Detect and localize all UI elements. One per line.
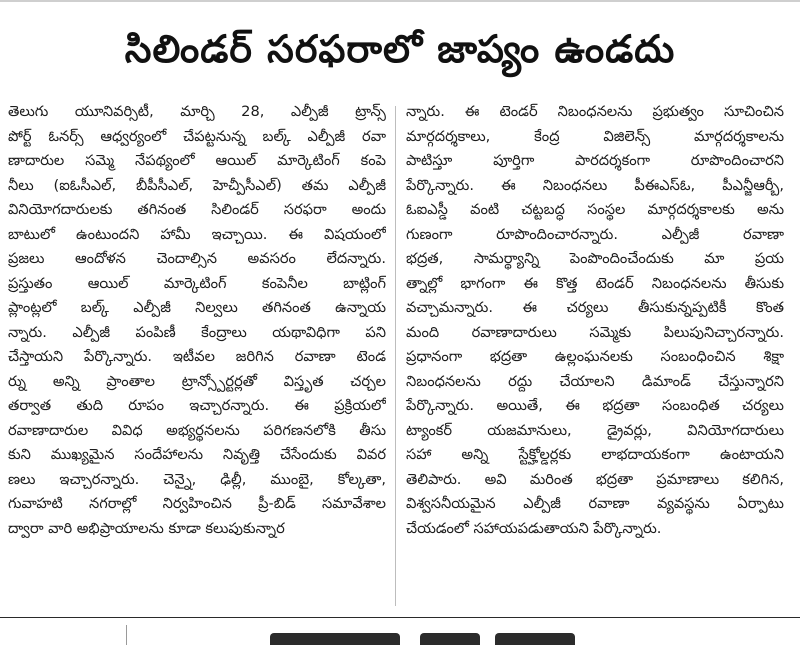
article-text-line: రవాణాదారుల వివిధ అభ్యర్థనలను పరిగణనలోకి తీసు	[8, 421, 386, 439]
article-text-line: ఓఐఎస్డీ వంటి చట్టబద్ధ సంస్థల మార్గదర్శకాలకు అను	[406, 201, 784, 218]
next-article-column-divider	[126, 625, 127, 645]
article-text-line: మార్గదర్శకాలు, కేంద్ర విజిలెన్స్ మార్గదర్శకాలను	[406, 127, 784, 145]
column-divider	[395, 106, 396, 606]
article-body	[8, 100, 788, 610]
article-text-line: ణాదారుల సమ్మె నేపథ్యంలో ఆయిల్ మార్కెటింగ్ కంపె	[8, 152, 386, 169]
article-text-line: ప్రస్తుతం ఆయిల్ మార్కెటింగ్ కంపెనీల బాట్లింగ్	[8, 274, 386, 292]
article-text-line: పేర్కొన్నారు. అయితే, ఈ భద్రతా సంబంధిత చర్యలు	[406, 397, 784, 414]
left-text-column	[8, 100, 386, 610]
article-text-line: భద్రత, సామర్థ్యాన్ని పెంపొందించేందుకు మా ప్రయ	[406, 250, 784, 267]
article-text-line: బాటులో ఉంటుందని హామీ ఇచ్చాయి. ఈ విషయంలో	[8, 225, 386, 243]
article-text-line: ప్రధానంగా భద్రతా ఉల్లంఘనలకు సంబంధించిన శిక్షా	[406, 348, 784, 365]
next-headline-fragment	[495, 633, 575, 645]
article-text-line: గువాహటి నగరాల్లో నిర్వహించిన ప్రీ-బిడ్ సమావేశాల	[8, 495, 386, 512]
right-text-column	[406, 100, 784, 610]
next-headline-fragment	[270, 633, 400, 645]
article-text-line: చేస్తాయని పేర్కొన్నారు. ఇటీవల జరిగిన రవాణా టెండ	[8, 348, 386, 365]
article-text-line: ప్లాంట్లలో బల్క్ ఎల్పీజీ నిల్వలు తగినంత ఉన్నాయ	[8, 299, 386, 316]
article-text-line: ద్వారా వారి అభిప్రాయాలను కూడా కలుపుకున్నార	[8, 519, 285, 537]
article-text-line: సహా అన్ని స్టేక్హోల్డర్లకు లాభదాయకంగా ఉంటాయని	[406, 446, 784, 463]
article-text-line: నీలు (ఐఓసీఎల్, బీపీసీఎల్, హెచ్పీసీఎల్) తమ ఎల్పీజీ	[8, 176, 386, 194]
article-text-line: తెలుగు యూనివర్సిటీ, మార్చి 28, ఎల్పీజీ ట్రాన్స్	[8, 103, 386, 120]
article-text-line: మంది రవాణాదారులు సమ్మెకు పిలుపునిచ్చారన్నారు.	[406, 323, 784, 341]
next-headline-fragment	[420, 633, 480, 645]
article-text-line: కుని ముఖ్యమైన సందేహాలను నివృత్తి చేసేందుకు వివర	[8, 446, 386, 463]
article-text-line: పాటిస్తూ పూర్తిగా పారదర్శకంగా రూపొందించారని	[406, 152, 784, 169]
article-text-line: న్నారు. ఈ టెండర్ నిబంధనలను ప్రభుత్వం సూచించిన	[406, 103, 784, 120]
article-text-line: చేయడంలో సహాయపడుతాయని పేర్కొన్నారు.	[406, 519, 662, 537]
article-text-line: న్నారు. ఎల్పీజీ పంపిణీ కేంద్రాలు యథావిధిగా పని	[8, 323, 386, 341]
article-text-line: వచ్చామన్నారు. ఈ చర్యలు తీసుకున్నప్పటికీ కొంత	[406, 299, 784, 316]
article-text-line: పోర్ట్ ఓనర్స్ ఆధ్వర్యంలో చేపట్టనున్న బల్క్ ఎల్పీజీ రవా	[8, 127, 386, 145]
article-text-line: తెలిపారు. అవి మరింత భద్రతా ప్రమాణాలు కలిగిన,	[406, 470, 784, 488]
top-border-strip	[0, 0, 800, 10]
article-text-line: ట్యాంకర్ యజమానులు, డ్రైవర్లు, వినియోగదారులు	[406, 421, 784, 439]
article-text-line: పేర్కొన్నారు. ఈ నిబంధనలు పీఈఎస్ఓ, పీఎన్జీఆర్బీ,	[406, 176, 784, 194]
article-text-line: విశ్వసనీయమైన ఎల్పీజీ రవాణా వ్యవస్థను ఏర్పాటు	[406, 495, 784, 512]
article-text-line: ర్ను అన్ని ప్రాంతాల ట్రాన్స్పోర్టర్లతో విస్తృత చర్చల	[8, 372, 386, 390]
article-text-line: ప్రజలు ఆందోళన చెందాల్సిన అవసరం లేదన్నారు.	[8, 250, 386, 267]
article-text-line: గుణంగా రూపొందించారన్నారు. ఎల్పీజీ రవాణా	[406, 225, 784, 243]
article-headline: సిలిండర్ సరఫరాలో జాప్యం ఉండదు	[124, 27, 676, 71]
article-text-line: వినియోగదారులకు తగినంత సిలిండర్ సరఫరా అందు	[8, 201, 386, 218]
article-text-line: ణలు ఇచ్చారన్నారు. చెన్నై, ఢిల్లీ, ముంబై, కోల్కతా,	[8, 470, 386, 488]
bottom-separator-rule	[0, 617, 800, 618]
article-text-line: త్నాల్లో భాగంగా ఈ కొత్త టెండర్ నిబంధనలను తీసుకు	[406, 274, 784, 292]
article-text-line: తర్వాత తుది రూపం ఇచ్చారన్నారు. ఈ ప్రక్రియలో	[8, 397, 386, 414]
article-text-line: నిబంధనలను రద్దు చేయాలని డిమాండ్ చేస్తున్నారని	[406, 372, 784, 390]
